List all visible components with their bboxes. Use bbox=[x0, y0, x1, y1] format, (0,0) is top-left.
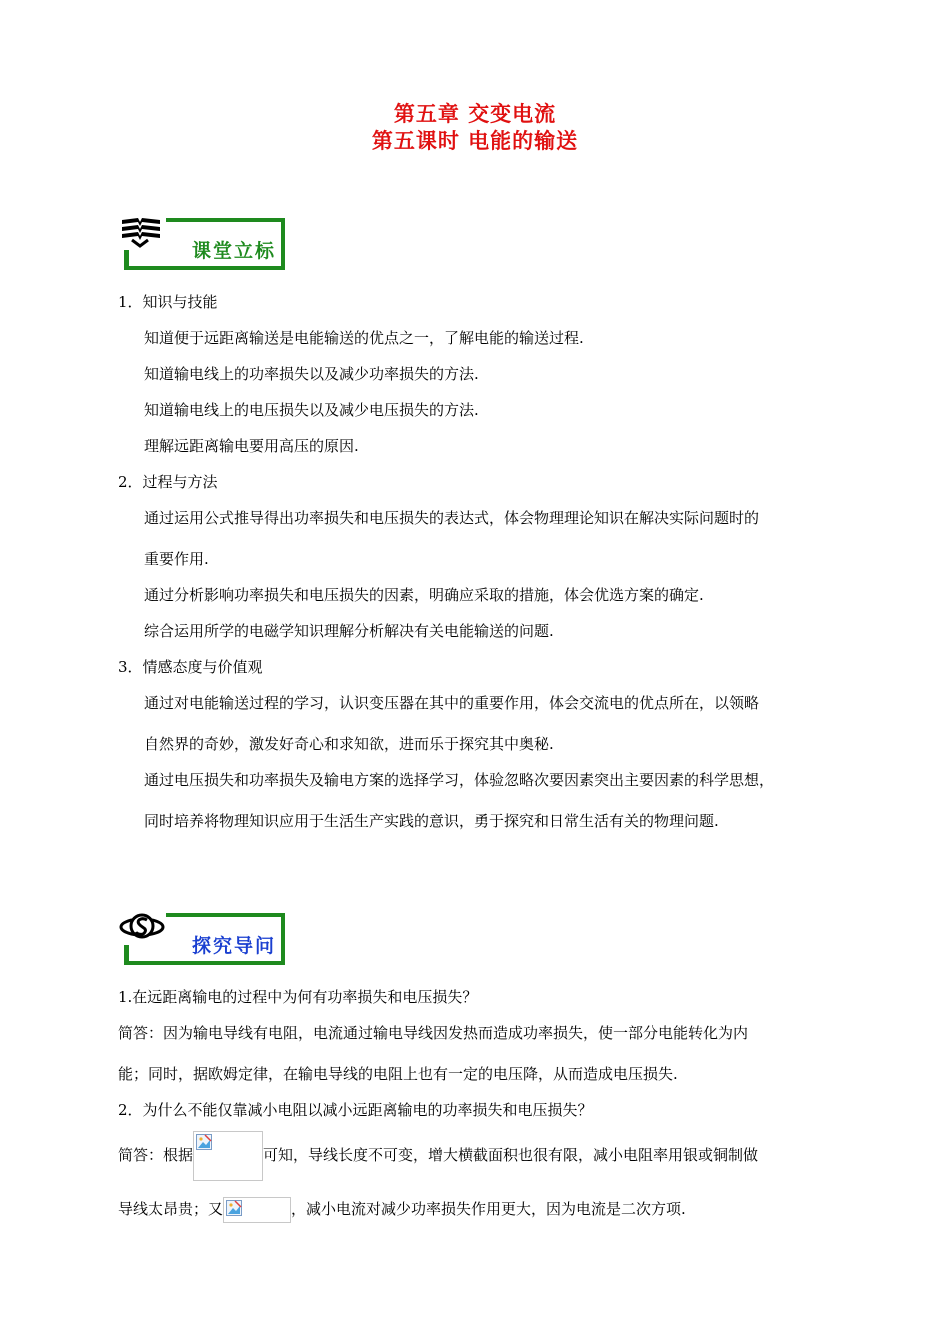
heading-knowledge-skills: 1．知识与技能 bbox=[118, 293, 218, 311]
body-line: 同时培养将物理知识应用于生活生产实践的意识，勇于探究和日常生活有关的物理问题. bbox=[144, 812, 719, 830]
answer-1-line-1: 简答：因为输电导线有电阻，电流通过输电导线因发热而造成功率损失，使一部分电能转化为内 bbox=[118, 1024, 749, 1042]
body-line: 知道便于远距离输送是电能输送的优点之一，了解电能的输送过程. bbox=[144, 329, 584, 347]
answer-2-line-2 bbox=[118, 1197, 686, 1223]
broken-image-icon bbox=[196, 1134, 212, 1150]
heading-attitude-values: 3．情感态度与价值观 bbox=[118, 658, 263, 676]
body-line: 通过运用公式推导得出功率损失和电压损失的表达式，体会物理理论知识在解决实际问题时的 bbox=[144, 509, 760, 527]
answer-text: 导线太昂贵；又 bbox=[118, 1200, 224, 1218]
answer-2-line-1 bbox=[118, 1131, 758, 1181]
heading-process-method: 2．过程与方法 bbox=[118, 473, 218, 491]
answer-text: 可知，导线长度不可变，增大横截面积也很有限，减小电阻率用银或铜制做 bbox=[263, 1146, 759, 1164]
answer-text: 简答：根据 bbox=[118, 1146, 194, 1164]
section-badge-explore-questions bbox=[118, 909, 286, 965]
question-1: 1.在远距离输电的过程中为何有功率损失和电压损失？ bbox=[118, 988, 478, 1006]
formula-image-placeholder bbox=[193, 1131, 263, 1181]
answer-1-line-2: 能；同时，据欧姆定律，在输电导线的电阻上也有一定的电压降，从而造成电压损失. bbox=[118, 1065, 678, 1083]
body-line: 重要作用. bbox=[144, 550, 209, 568]
section-label: 课堂立标 bbox=[192, 240, 277, 262]
page-title-line-2: 第五课时 电能的输送 bbox=[371, 129, 579, 153]
swirl-logo-icon bbox=[118, 909, 166, 945]
body-line: 知道输电线上的功率损失以及减少功率损失的方法. bbox=[144, 365, 479, 383]
body-line: 理解远距离输电要用高压的原因. bbox=[144, 437, 359, 455]
book-icon bbox=[118, 214, 166, 250]
body-line: 自然界的奇妙，激发好奇心和求知欲，进而乐于探究其中奥秘. bbox=[144, 735, 554, 753]
body-line: 知道输电线上的电压损失以及减少电压损失的方法. bbox=[144, 401, 479, 419]
section-label: 探究导问 bbox=[192, 935, 277, 957]
page-title-line-1: 第五章 交变电流 bbox=[393, 102, 557, 126]
question-2: 2．为什么不能仅靠减小电阻以减小远距离输电的功率损失和电压损失？ bbox=[118, 1101, 593, 1119]
body-line: 综合运用所学的电磁学知识理解分析解决有关电能输送的问题. bbox=[144, 622, 554, 640]
body-line: 通过电压损失和功率损失及输电方案的选择学习，体验忽略次要因素突出主要因素的科学思想， bbox=[144, 771, 775, 789]
formula-image-placeholder bbox=[223, 1197, 291, 1223]
broken-image-icon bbox=[226, 1200, 242, 1216]
body-line: 通过分析影响功率损失和电压损失的因素，明确应采取的措施，体会优选方案的确定. bbox=[144, 586, 704, 604]
section-badge-classroom-goals bbox=[118, 214, 286, 270]
body-line: 通过对电能输送过程的学习，认识变压器在其中的重要作用，体会交流电的优点所在，以领略 bbox=[144, 694, 760, 712]
answer-text: ，减小电流对减少功率损失作用更大，因为电流是二次方项. bbox=[291, 1200, 686, 1218]
